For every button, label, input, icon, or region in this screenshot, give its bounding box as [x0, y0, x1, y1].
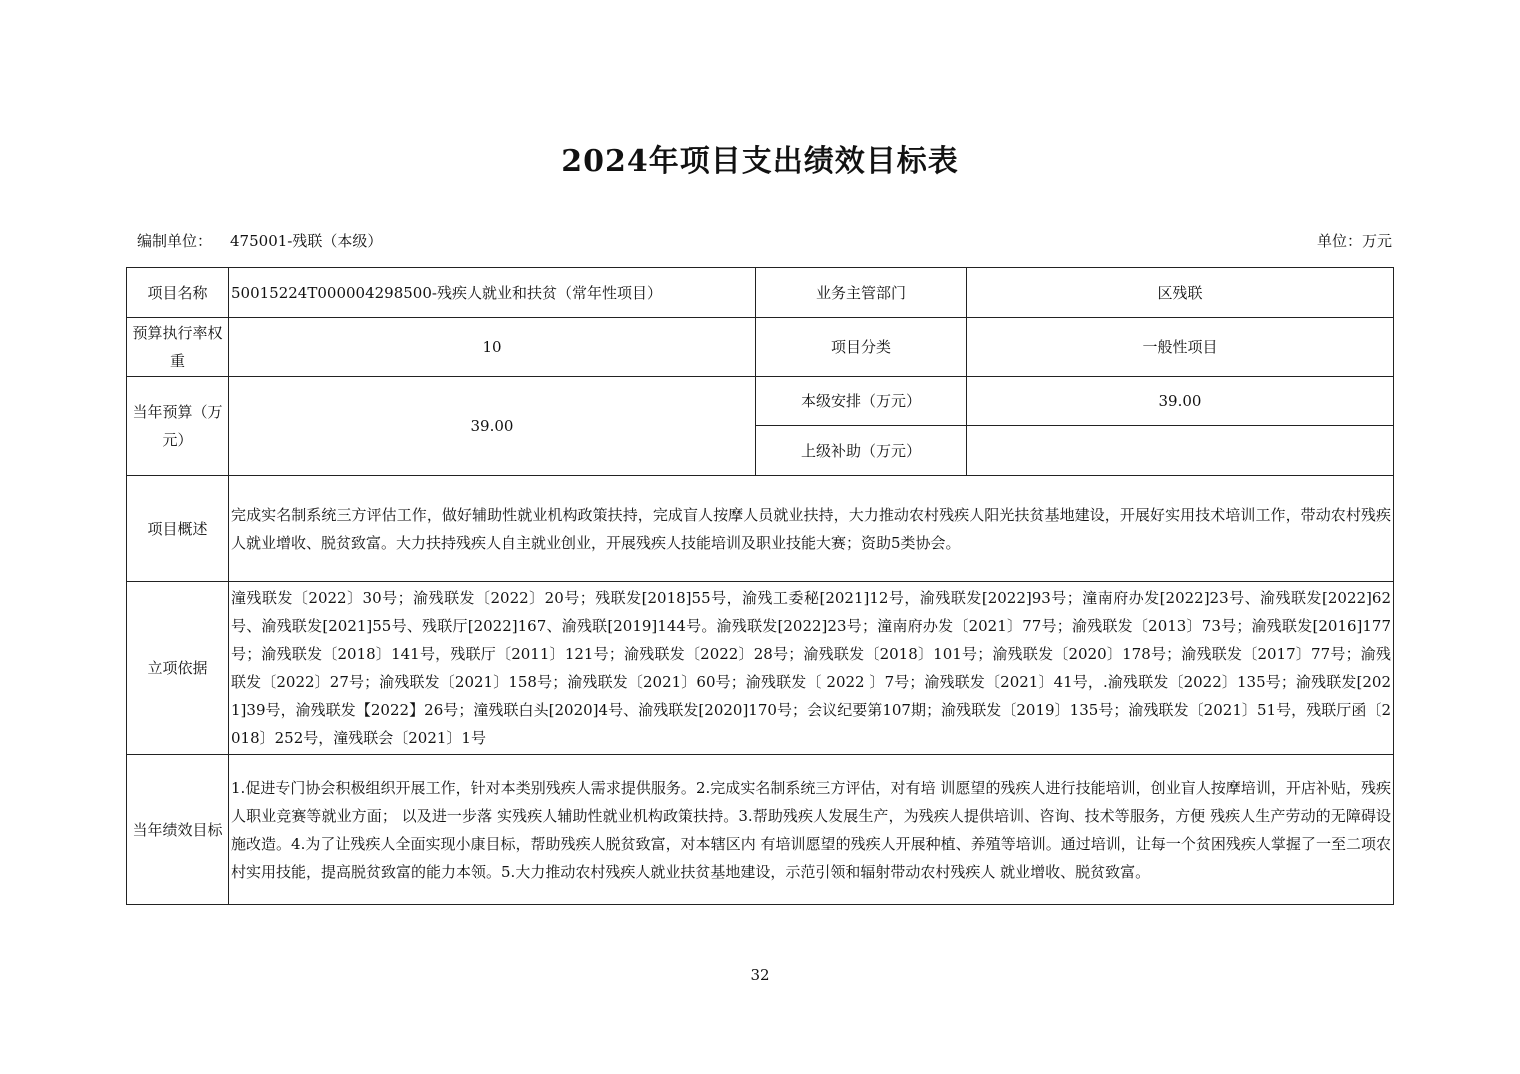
superior-subsidy-value [967, 426, 1394, 476]
superior-subsidy-label: 上级补助（万元） [756, 426, 967, 476]
overview-label: 项目概述 [127, 476, 229, 582]
page-number: 32 [750, 966, 770, 984]
table-row [127, 476, 1394, 582]
weight-label: 预算执行率权重 [127, 318, 229, 377]
category-label: 项目分类 [756, 318, 967, 377]
compiler-info [137, 230, 382, 251]
project-name-label: 项目名称 [127, 268, 229, 318]
budget-value: 39.00 [229, 377, 756, 476]
local-budget-value: 39.00 [967, 377, 1394, 426]
table-row [127, 755, 1394, 905]
weight-value: 10 [229, 318, 756, 377]
category-value: 一般性项目 [967, 318, 1394, 377]
basis-value: 潼残联发〔2022〕30号；渝残联发〔2022〕20号；残联发[2018]55号，渝残工委秘[2021]12号，渝残联发[2022]93号；潼南府办发[2022]23号、渝残联发[2022]62号、渝残联发[2021]55号、残联厅[2022]167、渝残联[2019]144号。渝残联发[2022]23号；潼南府办发〔2021〕77号；渝残联发〔2013〕73号；渝残联发[2016]177号；渝残联发〔2018〕141号，残联厅〔2011〕121号；渝残联发〔2022〕28号；渝残联发〔2018〕101号；渝残联发〔2020〕178号；渝残联发〔2017〕77号；渝残联发〔2022〕27号；渝残联发〔2021〕158号；渝残联发〔2021〕60号；渝残联发〔 2022 〕7号；渝残联发〔2021〕41号，.渝残联发〔2022〕135号；渝残联发[2021]39号，渝残联发【2022】26号；潼残联白头[2020]4号、渝残联发[2020]170号；会议纪要第107期；渝残联发〔2019〕135号；渝残联发〔2021〕51号，残联厅函〔2018〕252号，潼残联会〔2021〕1号 [229, 582, 1394, 755]
basis-label: 立项依据 [127, 582, 229, 755]
page-title: 2024年项目支出绩效目标表 [561, 144, 959, 179]
table-row [127, 318, 1394, 377]
compiler-value: 475001-残联（本级） [230, 232, 383, 250]
budget-label: 当年预算（万元） [127, 377, 229, 476]
project-name-value: 50015224T000004298500-残疾人就业和扶贫（常年性项目） [229, 268, 756, 318]
table-row [127, 582, 1394, 755]
performance-target-table [126, 267, 1394, 905]
overview-value: 完成实名制系统三方评估工作，做好辅助性就业机构政策扶持，完成盲人按摩人员就业扶持，大力推动农村残疾人阳光扶贫基地建设，开展好实用技术培训工作，带动农村残疾人就业增收、脱贫致富。大力扶持残疾人自主就业创业，开展残疾人技能培训及职业技能大赛；资助5类协会。 [229, 476, 1394, 582]
unit-label: 单位：万元 [1316, 232, 1392, 250]
table-row [127, 268, 1394, 318]
document-meta [137, 230, 1392, 252]
table-row [127, 377, 1394, 426]
goal-value: 1.促进专门协会积极组织开展工作，针对本类别残疾人需求提供服务。2.完成实名制系统三方评估，对有培 训愿望的残疾人进行技能培训，创业盲人按摩培训，开店补贴，残疾人职业竞赛等就业方面； 以及进一步落 实残疾人辅助性就业机构政策扶持。3.帮助残疾人发展生产，为残疾人提供培训、咨询、技术等服务，方便 残疾人生产劳动的无障碍设施改造。4.为了让残疾人全面实现小康目标，帮助残疾人脱贫致富，对本辖区内 有培训愿望的残疾人开展种植、养殖等培训。通过培训，让每一个贫困残疾人掌握了一至二项农村实用技能，提高脱贫致富的能力本领。5.大力推动农村残疾人就业扶贫基地建设，示范引领和辐射带动农村残疾人 就业增收、脱贫致富。 [229, 755, 1394, 905]
compiler-label: 编制单位： [137, 232, 213, 250]
goal-label: 当年绩效目标 [127, 755, 229, 905]
department-value: 区残联 [967, 268, 1394, 318]
department-label: 业务主管部门 [756, 268, 967, 318]
local-budget-label: 本级安排（万元） [756, 377, 967, 426]
